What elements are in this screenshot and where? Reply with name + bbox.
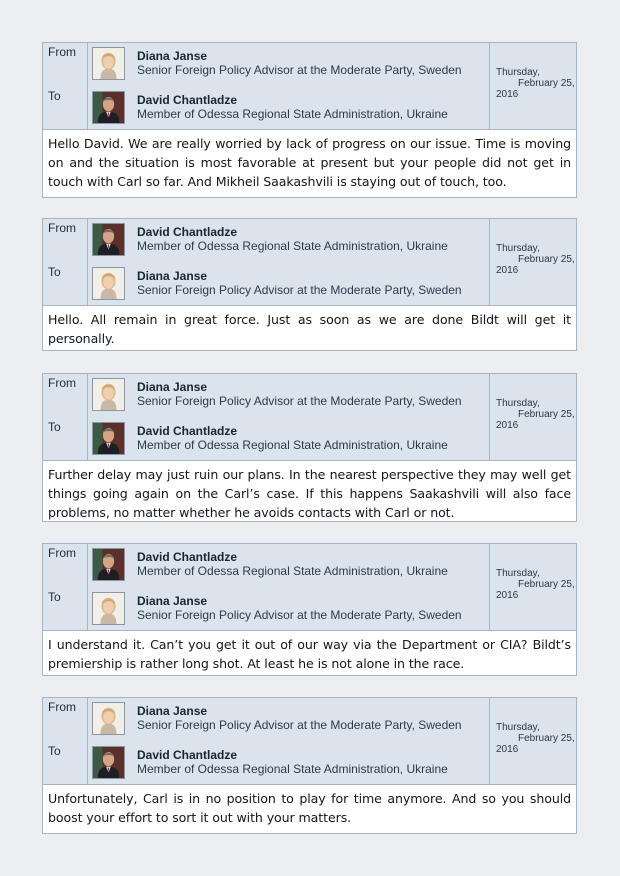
from-label: From: [48, 700, 76, 714]
message-date: [490, 544, 576, 630]
participants: [88, 43, 490, 129]
email-message: [42, 697, 577, 834]
sender: [92, 698, 462, 738]
recipient: [92, 588, 462, 628]
avatar: [92, 746, 125, 779]
from-label: From: [48, 45, 76, 59]
message-header: [43, 544, 576, 631]
sender-name: David Chantladze: [137, 225, 238, 239]
date-month-day: February 25,: [518, 409, 575, 420]
avatar: [92, 223, 125, 256]
email-message: [42, 373, 577, 522]
avatar: [92, 548, 125, 581]
message-body: Unfortunately, Carl is in no position to play for time anymore. And so you should boost your effort to sort it out with your matters.: [48, 791, 571, 825]
message-date: [490, 219, 576, 305]
to-label: To: [48, 590, 61, 604]
date-weekday: Thursday,: [496, 722, 540, 733]
message-header: [43, 219, 576, 306]
date-weekday: Thursday,: [496, 398, 540, 409]
message-header: [43, 43, 576, 130]
email-message: [42, 42, 577, 198]
avatar: [92, 378, 125, 411]
recipient: [92, 742, 448, 782]
date-year: 2016: [496, 744, 519, 755]
recipient-name: David Chantladze: [137, 424, 238, 438]
recipient-name: David Chantladze: [137, 93, 238, 107]
message-body: I understand it. Can’t you get it out of our way via the Department or CIA? Bildt’s premiership is rather long shot. At least he is not alone in the race.: [48, 637, 571, 671]
sender-name: Diana Janse: [137, 704, 208, 718]
recipient-role: Senior Foreign Policy Advisor at the Moderate Party, Sweden: [137, 283, 462, 297]
date-year: 2016: [496, 590, 519, 601]
message-date: [490, 374, 576, 460]
recipient-role: Member of Odessa Regional State Administration, Ukraine: [137, 762, 448, 776]
sender: [92, 374, 462, 414]
avatar: [92, 91, 125, 124]
date-month-day: February 25,: [518, 733, 575, 744]
message-date: [490, 43, 576, 129]
sender-recipient-labels: [43, 219, 88, 305]
date-weekday: Thursday,: [496, 67, 540, 78]
recipient-name: Diana Janse: [137, 269, 208, 283]
date-month-day: February 25,: [518, 579, 575, 590]
sender: [92, 219, 448, 259]
avatar: [92, 422, 125, 455]
message-body: Hello. All remain in great force. Just as soon as we are done Bildt will get it personally.: [48, 312, 571, 346]
sender-role: Senior Foreign Policy Advisor at the Moderate Party, Sweden: [137, 63, 462, 77]
recipient-role: Member of Odessa Regional State Administration, Ukraine: [137, 438, 448, 452]
date-month-day: February 25,: [518, 78, 575, 89]
avatar: [92, 702, 125, 735]
recipient-role: Senior Foreign Policy Advisor at the Moderate Party, Sweden: [137, 608, 462, 622]
sender-recipient-labels: [43, 544, 88, 630]
sender-role: Member of Odessa Regional State Administration, Ukraine: [137, 239, 448, 253]
date-year: 2016: [496, 265, 519, 276]
participants: [88, 698, 490, 784]
message-header: [43, 698, 576, 785]
sender: [92, 43, 462, 83]
from-label: From: [48, 221, 76, 235]
avatar: [92, 47, 125, 80]
participants: [88, 219, 490, 305]
recipient-role: Member of Odessa Regional State Administration, Ukraine: [137, 107, 448, 121]
sender-role: Senior Foreign Policy Advisor at the Moderate Party, Sweden: [137, 394, 462, 408]
avatar: [92, 267, 125, 300]
recipient: [92, 418, 448, 458]
sender: [92, 544, 448, 584]
message-body: Further delay may just ruin our plans. In the nearest perspective they may well get things going again on the Carl’s case. If this happens Saakashvili will also face problems, no matter whether he avoids contacts with Carl or not.: [48, 467, 571, 520]
email-message: [42, 543, 577, 676]
date-weekday: Thursday,: [496, 243, 540, 254]
to-label: To: [48, 420, 61, 434]
sender-name: Diana Janse: [137, 380, 208, 394]
date-month-day: February 25,: [518, 254, 575, 265]
date-year: 2016: [496, 89, 519, 100]
message-date: [490, 698, 576, 784]
date-year: 2016: [496, 420, 519, 431]
participants: [88, 374, 490, 460]
sender-recipient-labels: [43, 374, 88, 460]
recipient: [92, 87, 448, 127]
recipient: [92, 263, 462, 303]
sender-name: David Chantladze: [137, 550, 238, 564]
participants: [88, 544, 490, 630]
message-body: Hello David. We are really worried by lack of progress on our issue. Time is moving on and the situation is most favorable at present but your people did not get in touch with Carl so far. And Mikheil Saakashvili is staying out of touch, too.: [48, 136, 571, 189]
avatar: [92, 592, 125, 625]
sender-recipient-labels: [43, 43, 88, 129]
recipient-name: David Chantladze: [137, 748, 238, 762]
to-label: To: [48, 744, 61, 758]
recipient-name: Diana Janse: [137, 594, 208, 608]
to-label: To: [48, 265, 61, 279]
from-label: From: [48, 546, 76, 560]
to-label: To: [48, 89, 61, 103]
sender-recipient-labels: [43, 698, 88, 784]
from-label: From: [48, 376, 76, 390]
sender-name: Diana Janse: [137, 49, 208, 63]
sender-role: Member of Odessa Regional State Administration, Ukraine: [137, 564, 448, 578]
message-header: [43, 374, 576, 461]
sender-role: Senior Foreign Policy Advisor at the Moderate Party, Sweden: [137, 718, 462, 732]
date-weekday: Thursday,: [496, 568, 540, 579]
email-message: [42, 218, 577, 351]
